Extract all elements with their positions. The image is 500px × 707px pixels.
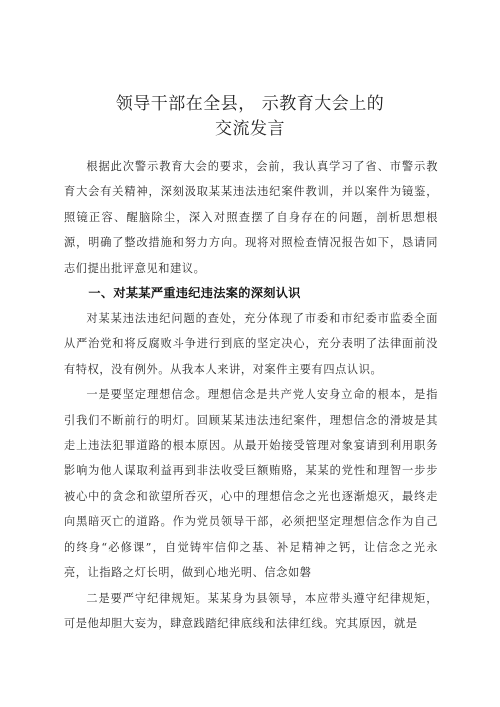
document-body	[64, 154, 438, 636]
document-title-line-1: 领导干部在全县， 示教育大会上的	[115, 94, 385, 114]
section-heading-1: 一、对某某严重违纪违法案的深刻认识	[88, 286, 301, 301]
document-title-line-2: 交流发言	[215, 119, 285, 139]
section-1-paragraph-2: 一是要坚定理想信念。理想信念是共产党人安身立命的根本，是指引我们不断前行的明灯。回顾某某违法违纪案件，理想信念的滑坡是其走上违法犯罪道路的根本原因。从最开始接受管理对象宴请到利用职务影响为他人谋取利益再到非法收受巨额贿赂，某某的党性和理智一步步被心中的贪念和欲望所吞灭，心中的理想信念之光也逐渐熄灭，最终走向黑暗灭亡的道路。作为党员领导干部，必须把坚定理想信念作为自己的终身“必修课”，自觉铸牢信仰之基、补足精神之钙，让信念之光永亮，让指路之灯长明，做到心地光明、信念如磐	[64, 388, 438, 580]
section-1-paragraph-1: 对某某违法违纪问题的查处，充分体现了市委和市纪委市监委全面从严治党和将反腐败斗争进行到底的坚定决心，充分表明了法律面前没有特权，没有例外。从我本人来讲，对案件主要有四点认识。	[64, 312, 438, 376]
intro-paragraph: 根据此次警示教育大会的要求，会前，我认真学习了省、市警示教育大会有关精神，深刻汲取某某违法违纪案件教训，并以案件为镜鉴，照镜正容、醒脑除尘，深入对照查摆了自身存在的问题，剖析思想根源，明确了整改措施和努力方向。现将对照检查情况报告如下，恳请同志们提出批评意见和建议。	[64, 160, 438, 275]
section-1-paragraph-3: 二是要严守纪律规矩。某某身为县领导，本应带头遵守纪律规矩，可是他却胆大妄为，肆意践踏纪律底线和法律红线。究其原因，就是	[64, 591, 438, 630]
